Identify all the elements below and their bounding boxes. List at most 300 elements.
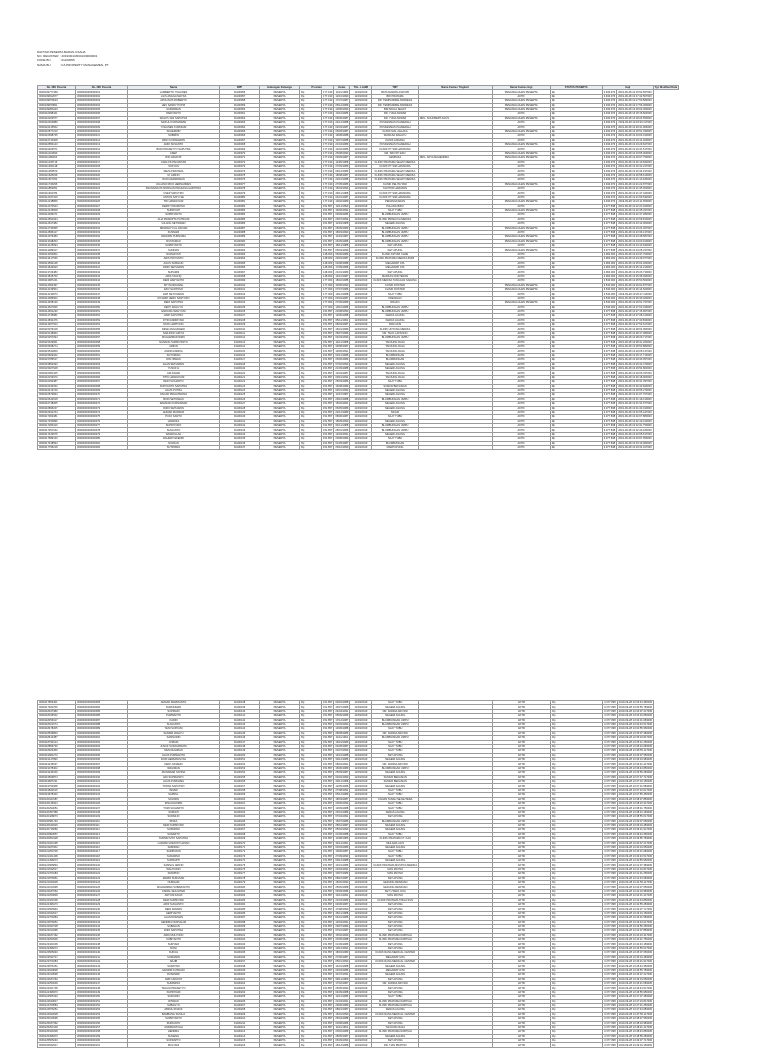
table-cell: 01100191 [220, 933, 260, 937]
table-cell: 3000000000000096 [76, 758, 128, 762]
table-cell: CARLOS PANJAITAN [128, 160, 220, 164]
table-cell: 3.377.838 [603, 327, 616, 331]
table-cell: 3.377.838 [604, 1021, 616, 1025]
table-cell: ALAN ROHMAN [128, 916, 220, 920]
table-cell: 11/03/2019 [350, 960, 372, 964]
column-header: TMT [372, 86, 418, 90]
table-cell: 3.377.838 [604, 929, 616, 933]
table-cell: Rp [300, 850, 322, 854]
table-cell [418, 446, 492, 450]
table-cell: 0000120952428 [38, 837, 76, 841]
table-cell: AKTIF [492, 138, 550, 142]
table-cell: 11/03/2019 [350, 889, 372, 893]
table-cell: AKTIF [492, 419, 550, 423]
table-cell: 11/03/2019 [350, 986, 372, 990]
table-cell: 2019-09-28 13:39:19.483000 [618, 824, 653, 828]
table-cell: 0000109956423 [38, 107, 76, 111]
table-cell: PESERTA [260, 986, 300, 990]
table-cell: MUNAWAR SATRIA [128, 771, 220, 775]
table-cell: 151.857 [323, 859, 333, 863]
table-cell: 3000000000000157 [76, 1025, 128, 1029]
table-cell: Rp [550, 406, 602, 410]
table-cell: Rp [551, 854, 603, 858]
table-cell: 0000114907523 [38, 323, 76, 327]
table-cell: PESERTA [260, 147, 300, 151]
table-cell: 04/03/1990 [335, 336, 349, 340]
table-cell: PESERTA [260, 226, 300, 230]
table-cell: 11/03/2019 [350, 226, 372, 230]
table-cell: RIDO KURNIAWAN [128, 138, 220, 142]
table-cell: 0000117863401 [38, 701, 76, 705]
table-cell: TRI HANDAYANI [128, 200, 220, 204]
table-cell: Rp [551, 946, 603, 950]
table-cell: PESERTA [260, 331, 300, 335]
table-cell: HEV SANDY PUTRI [128, 103, 220, 107]
table-cell: Rp [550, 121, 602, 125]
table-cell: 3000000000000025 [76, 195, 128, 199]
table-cell: Rp [551, 841, 603, 845]
table-cell: 3.940.973 [603, 116, 616, 120]
table-cell: 0000120428073 [38, 815, 76, 819]
table-cell: MARDI SURASAN [128, 876, 220, 880]
table-cell: 17/08/1990 [335, 907, 349, 911]
table-cell: 0000111528339 [38, 173, 76, 177]
table-cell: 01100067 [220, 138, 260, 142]
table-cell: AKTIF [492, 270, 550, 274]
table-cell: 21/04/1989 [335, 143, 349, 147]
table-cell: PESERTA [260, 784, 300, 788]
table-cell: AKTIF [492, 388, 550, 392]
table-cell: 01100130 [220, 415, 260, 419]
table-cell: 01100162 [220, 806, 260, 810]
table-cell: 151.857 [323, 810, 333, 814]
table-cell: 151.857 [323, 889, 333, 893]
table-cell: SAPRUL [128, 793, 220, 797]
table-cell: PESERTA [260, 103, 300, 107]
table-cell: 11/03/2019 [350, 301, 372, 305]
table-cell: Rp [300, 393, 322, 397]
table-cell: 14/01/1986 [335, 863, 349, 867]
table-cell: 3.377.838 [604, 1008, 616, 1012]
table-cell: AKTIF [493, 744, 551, 748]
table-cell: Rp [551, 982, 603, 986]
table-cell: PENANGGUHAN PESERTA [492, 156, 550, 160]
table-cell: Rp [550, 244, 602, 248]
table-cell: 151.857 [323, 841, 333, 845]
table-cell: Rp [550, 327, 602, 331]
table-cell: 2019-09-28 13:46:55.950000 [618, 990, 653, 994]
table-cell: 01100166 [220, 823, 260, 827]
table-cell: 11/03/2019 [350, 1034, 372, 1038]
table-cell: AKTIF [493, 990, 551, 994]
table-cell: 3.540.000 [603, 279, 616, 283]
table-cell: Rp [300, 837, 322, 841]
table-cell: 0000113987241 [38, 279, 76, 283]
table-cell: 19/12/1988 [335, 292, 349, 296]
table-cell: Rp [550, 208, 602, 212]
table-cell: NAJIB [128, 960, 220, 964]
table-cell: 0000110304889 [38, 121, 76, 125]
table-cell: 10/02/1989 [335, 200, 349, 204]
table-cell: PESERTA [260, 977, 300, 981]
table-cell: PESERTA [260, 340, 300, 344]
table-cell: 2019-09-28 13:47:07.383000 [618, 995, 653, 999]
table-cell: Rp [300, 701, 322, 705]
table-cell: Rp [300, 230, 322, 234]
table-cell: PESERTA [260, 797, 300, 801]
table-cell: 15/07/1986 [335, 705, 349, 709]
table-cell: AKTIF [492, 358, 550, 362]
table-cell: DR. FARIDA ARIYANI [372, 709, 419, 713]
table-cell: 19/01/1989 [335, 740, 349, 744]
table-cell: AKTIF [493, 951, 551, 955]
table-cell: Rp [300, 244, 322, 248]
table-cell: Rp [300, 340, 322, 344]
table-cell: RUDI HARTONO [128, 323, 220, 327]
table-cell: 2019-09-28 13:24:12.633000 [618, 244, 652, 248]
table-cell: 11/03/2019 [350, 714, 372, 718]
table-cell: AKTIF [492, 428, 550, 432]
table-cell: 01100194 [220, 946, 260, 950]
table-cell: 0000123321606 [38, 942, 76, 946]
table-cell: 2019-09-28 13:20:32.247000 [618, 165, 652, 169]
table-cell: 0000123187162 [38, 933, 76, 937]
table-cell: 3.377.838 [603, 318, 616, 322]
table-cell: 151.857 [323, 1030, 333, 1034]
table-cell: KLINIK PT SIM HAMSURA [372, 191, 418, 195]
table-cell: 3.377.838 [603, 310, 616, 314]
table-cell: 03/04/1987 [335, 296, 349, 300]
table-cell: 11/03/2019 [350, 239, 372, 243]
table-cell: 3000000000000029 [76, 213, 128, 217]
table-cell: AKTIF [492, 318, 550, 322]
table-cell: PESERTA [260, 845, 300, 849]
table-cell: PESERTA [260, 90, 300, 94]
table-cell: 0000114832476 [38, 318, 76, 322]
table-cell: ARIF SUGIANTO [128, 902, 220, 906]
table-cell: 0000114527846 [38, 305, 76, 309]
table-cell: 27/08/1991 [335, 788, 349, 792]
table-cell: 0000112047319 [38, 195, 76, 199]
table-cell: PESERTA [260, 191, 300, 195]
table-cell: 0000115852093 [38, 362, 76, 366]
table-cell: 11/03/2019 [350, 230, 372, 234]
table-cell: Rp [551, 749, 603, 753]
table-cell: 3.377.838 [604, 982, 616, 986]
table-cell: Rp [300, 173, 322, 177]
table-cell: 11/03/2019 [350, 358, 372, 362]
table-cell: 01100173 [220, 854, 260, 858]
table-cell: PENANGGUHAN PESERTA [492, 239, 550, 243]
table-cell: 151.857 [323, 701, 333, 705]
table-cell: 01100072 [220, 160, 260, 164]
column-header: Gaji [602, 86, 653, 90]
table-cell: 01/05/1987 [335, 441, 349, 445]
table-cell: ENDANG WAHYUNI [128, 309, 220, 313]
table-cell: PESERTA [260, 134, 300, 138]
table-cell: 148.000 [323, 261, 333, 265]
table-cell: Rp [300, 788, 322, 792]
table-cell: 11/03/2019 [350, 318, 372, 322]
table-cell: PESERTA [260, 99, 300, 103]
table-cell: 177.190 [323, 138, 333, 142]
table-cell: 151.857 [323, 758, 333, 762]
table-cell: PENANGGUHAN PESERTA [492, 99, 550, 103]
table-cell: NEGERI AGUNG [372, 222, 418, 226]
table-cell: Rp [550, 345, 602, 349]
table-cell: NURHADI [128, 881, 220, 885]
table-cell: 13/04/1987 [335, 371, 349, 375]
table-cell: 20/08/1989 [335, 437, 349, 441]
table-cell: Rp [300, 446, 322, 450]
table-cell: KERAS AGUNG [372, 314, 418, 318]
table-cell: 3.377.838 [603, 415, 616, 419]
table-cell: Rp [550, 252, 602, 256]
table-cell: SURIAMIN [128, 955, 220, 959]
table-cell: 151.857 [323, 1039, 333, 1043]
table-cell: 151.857 [323, 850, 333, 854]
table-cell: 151.857 [323, 745, 333, 749]
table-cell: 2019-09-28 13:25:14.210000 [618, 266, 652, 270]
table-cell: 01100150 [220, 753, 260, 757]
table-cell: AKTIF [492, 336, 550, 340]
table-cell: PESERTA [260, 1025, 300, 1029]
table-cell: 151.857 [323, 231, 333, 235]
table-cell: 11/03/2019 [350, 296, 372, 300]
table-cell: 15/02/1991 [335, 402, 349, 406]
table-cell: 2019-09-28 13:30:06.337000 [618, 371, 652, 375]
table-cell: 3000000000000051 [76, 309, 128, 313]
table-cell: PESERTA [260, 121, 300, 125]
table-cell: TANJUNG RAJA [372, 349, 418, 353]
table-cell: 0000112730955 [38, 226, 76, 230]
table-cell: Rp [300, 929, 322, 933]
table-cell: 01100169 [220, 837, 260, 841]
table-cell: Rp [550, 266, 602, 270]
table-cell: 151.857 [323, 982, 333, 986]
table-cell: RIZKI SETIAWAN [128, 406, 220, 410]
table-cell: SIKAKI [372, 410, 418, 414]
table-cell: YUSUF H [128, 367, 220, 371]
table-cell: PESERTA [260, 1043, 300, 1047]
table-cell: Rp [300, 367, 322, 371]
table-cell: 11/03/2019 [350, 771, 372, 775]
table-cell: RISA KHOIRIN [128, 801, 220, 805]
table-cell: 2019-09-28 13:17:56.450000 [618, 103, 652, 107]
table-cell: AKTIF [493, 929, 551, 933]
table-cell: Rp [300, 353, 322, 357]
table-cell: SUMUR BEKASIAN [372, 384, 418, 388]
table-cell: 3.377.838 [604, 876, 616, 880]
table-cell: 3.377.838 [604, 1017, 616, 1021]
table-cell: RUDYANTO SAPUTRA [128, 384, 220, 388]
table-cell: AKTIF [492, 371, 550, 375]
table-cell: 13/10/1986 [335, 112, 349, 116]
table-cell: 3000000000000039 [76, 257, 128, 261]
table-cell: 151.857 [323, 916, 333, 920]
table-cell: Rp [300, 1025, 322, 1029]
table-cell: 151.857 [323, 942, 333, 946]
table-cell: Rp [551, 731, 603, 735]
table-cell: 0000124632817 [38, 999, 76, 1003]
table-cell: 3.377.838 [604, 977, 616, 981]
table-cell: 01100093 [220, 252, 260, 256]
table-cell: 11/03/2019 [350, 336, 372, 340]
table-cell: 3.377.838 [604, 714, 616, 718]
table-cell: 11/03/2019 [350, 274, 372, 278]
table-cell: 3.377.838 [603, 389, 616, 393]
table-cell: PESERTA [260, 349, 300, 353]
table-cell: 2019-09-28 13:35:07.383000 [618, 731, 653, 735]
table-cell: 01100202 [220, 982, 260, 986]
table-cell: Rp [551, 942, 603, 946]
table-cell: 3.377.838 [604, 771, 616, 775]
table-cell: 11/03/2019 [350, 208, 372, 212]
table-cell: 11/03/2019 [350, 213, 372, 217]
table-cell: 3000000000000129 [76, 902, 128, 906]
table-cell: AKTIF [493, 1043, 551, 1047]
table-cell: PESERTA [260, 902, 300, 906]
table-cell: FERRY PRAMONO [128, 204, 220, 208]
table-cell: 10/10/1986 [335, 305, 349, 309]
table-cell: 3.377.838 [604, 815, 616, 819]
table-cell: 3000000000000094 [76, 749, 128, 753]
table-cell: AKTIF [493, 788, 551, 792]
table-cell: AKTIF [492, 261, 550, 265]
table-cell: 3.377.838 [604, 819, 616, 823]
table-cell: 3.940.973 [603, 191, 616, 195]
table-cell: Rp [551, 832, 603, 836]
table-cell: BATA MAWAN ASRI DB [372, 90, 418, 94]
table-cell: NEGERI AGUNG [372, 771, 419, 775]
table-cell: 0000122709384 [38, 916, 76, 920]
table-cell: 3.377.838 [603, 336, 616, 340]
table-cell: 0000110415562 [38, 125, 76, 129]
table-cell: 2019-09-28 13:31:31.577000 [618, 402, 652, 406]
table-cell: PUJO SANTO [128, 415, 220, 419]
table-cell: 0000115076318 [38, 327, 76, 331]
table-cell: PESERTA [260, 138, 300, 142]
table-cell: 3000000000000081 [76, 441, 128, 445]
table-cell: PESERTA [260, 709, 300, 713]
table-cell: ASEP [128, 151, 220, 155]
table-cell: KLINIK PRATAMA RABIYAH [372, 933, 419, 937]
table-cell: 0000122187062 [38, 889, 76, 893]
table-cell: Rp [551, 740, 603, 744]
table-cell: 0000120581740 [38, 819, 76, 823]
table-cell: 3000000000000126 [76, 889, 128, 893]
table-cell: 30/08/1987 [335, 345, 349, 349]
header-register: NO. REGISTER : 2019/0013/0041/00000001 [37, 54, 98, 59]
table-cell: ANDRI ANDIKA [128, 349, 220, 353]
table-cell: 0000113048253 [38, 239, 76, 243]
table-cell: 3.940.973 [603, 200, 616, 204]
table-cell: Rp [551, 968, 603, 972]
table-cell: 0000112138866 [38, 200, 76, 204]
table-cell: KET APUNG [372, 244, 418, 248]
table-cell: PESERTA [260, 200, 300, 204]
table-cell: 0000121321406 [38, 854, 76, 858]
table-cell: Rp [300, 371, 322, 375]
table-cell: SAMIRAN [128, 845, 220, 849]
table-cell: Rp [300, 771, 322, 775]
table-cell: 2019-09-28 13:43:19.150000 [618, 911, 653, 915]
table-cell: 11/03/2019 [350, 283, 372, 287]
table-cell: Rp [300, 125, 322, 129]
table-cell: 151.857 [323, 310, 333, 314]
table-cell: 2019-09-28 13:27:40.833000 [618, 318, 652, 322]
table-cell: 16/01/1989 [335, 327, 349, 331]
table-cell: AKTIF [493, 766, 551, 770]
table-cell: 05/05/1987 [335, 130, 349, 134]
table-cell: 11/03/2019 [350, 881, 372, 885]
table-cell: AKTIF [493, 898, 551, 902]
table-cell: 0000120893657 [38, 832, 76, 836]
table-cell: SURATNO [128, 964, 220, 968]
table-cell: Rp [300, 1034, 322, 1038]
table-cell: 01100214 [220, 1034, 260, 1038]
table-cell: 3000000000000064 [76, 367, 128, 371]
table-cell: 11/03/2019 [350, 885, 372, 889]
table-cell: 2019-09-28 13:31:55.447000 [618, 411, 652, 415]
table-cell: 01100100 [220, 283, 260, 287]
table-cell: PESERTA [260, 402, 300, 406]
table-cell: 01100114 [220, 345, 260, 349]
table-cell: 3.377.838 [604, 846, 616, 850]
table-cell: 151.857 [323, 397, 333, 401]
table-cell: 3000000000000047 [76, 292, 128, 296]
table-cell: PESERTA [260, 793, 300, 797]
table-cell: 18/11/1988 [335, 244, 349, 248]
table-cell: 177.190 [323, 187, 333, 191]
table-cell: 01100116 [220, 353, 260, 357]
table-cell: 3.377.838 [603, 314, 616, 318]
table-cell: 3000000000000156 [76, 1021, 128, 1025]
table-cell: 0000124321706 [38, 986, 76, 990]
table-cell: 01100184 [220, 902, 260, 906]
table-cell: AKTIF [493, 701, 551, 705]
table-cell: 11/03/2019 [350, 380, 372, 384]
table-cell: 01100126 [220, 397, 260, 401]
table-cell: 3.377.838 [604, 1034, 616, 1038]
table-cell: DR. FARIDA ARIYANI [372, 731, 419, 735]
table-cell: PESERTA [260, 995, 300, 999]
table-cell: SAMSUDIN [128, 736, 220, 740]
column-header: Provider [300, 86, 334, 90]
table-cell: 2019-09-28 13:26:02.877000 [618, 283, 652, 287]
table-cell: AKTIF [492, 397, 550, 401]
table-cell: SURYADI [128, 942, 220, 946]
table-cell: 11/03/2019 [350, 107, 372, 111]
table-cell: 2019-09-28 13:30:18.963000 [618, 375, 652, 379]
table-cell: PESERTA [260, 982, 300, 986]
table-cell: Rp [300, 714, 322, 718]
table-cell: Rp [550, 173, 602, 177]
table-cell: AKTIF [493, 727, 551, 731]
table-cell: Rp [551, 810, 603, 814]
table-cell: Rp [300, 951, 322, 955]
table-cell: PESERTA [260, 968, 300, 972]
table-cell: 3.377.838 [603, 375, 616, 379]
table-cell: 11/03/2019 [350, 1012, 372, 1016]
table-cell: 3000000000000074 [76, 410, 128, 414]
table-cell: 3000000000000123 [76, 876, 128, 880]
table-cell: NURJAN [128, 441, 220, 445]
table-cell: Rp [300, 213, 322, 217]
table-cell: PESERTA [260, 841, 300, 845]
table-cell: 2019-09-28 13:49:07.717000 [618, 1039, 653, 1043]
table-cell: 01100080 [220, 195, 260, 199]
